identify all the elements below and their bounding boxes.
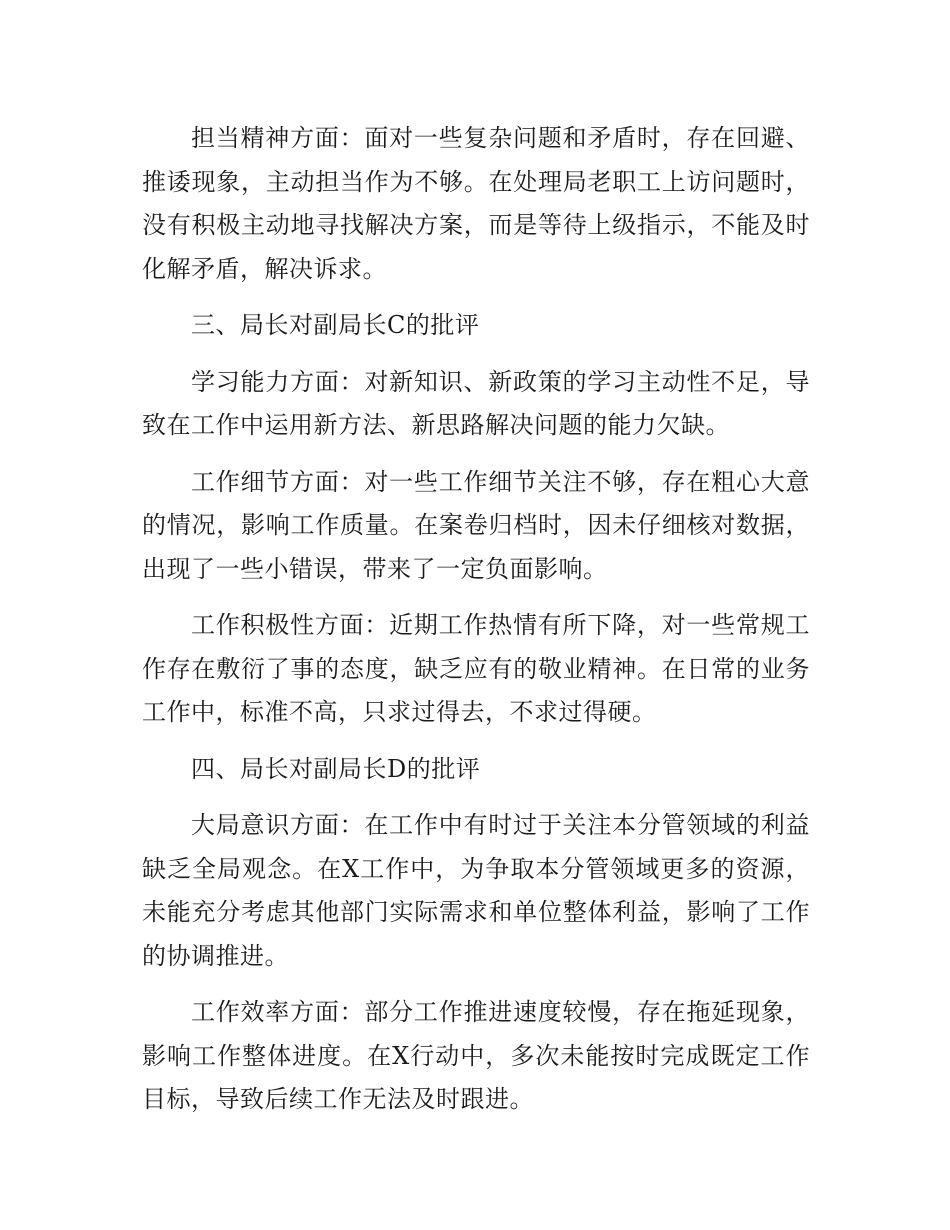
paragraph-work-enthusiasm: 工作积极性方面：近期工作热情有所下降，对一些常规工作存在敷衍了事的态度，缺乏应有的敬业精神。在日常的业务工作中，标准不高，只求过得去，不求过得硬。: [142, 611, 810, 726]
section-heading-4: 四、局长对副局长D的批评: [191, 754, 481, 783]
paragraph-learning-ability: 学习能力方面：对新知识、新政策的学习主动性不足，导致在工作中运用新方法、新思路解决问题的能力欠缺。: [142, 367, 810, 439]
paragraph-overall-awareness: 大局意识方面：在工作中有时过于关注本分管领域的利益缺乏全局观念。在X工作中，为争取本分管领域更多的资源，未能充分考虑其他部门实际需求和单位整体利益，影响了工作的协调推进。: [142, 811, 810, 970]
document-body: [142, 117, 810, 1135]
section-heading-3: 三、局长对副局长C的批评: [191, 311, 480, 339]
paragraph-work-details: 工作细节方面：对一些工作细节关注不够，存在粗心大意的情况，影响工作质量。在案卷归档时，因未仔细核对数据，出现了一些小错误，带来了一定负面影响。: [142, 467, 810, 583]
paragraph-work-efficiency: 工作效率方面：部分工作推进速度较慢，存在拖延现象，影响工作整体进度。在X行动中，多次未能按时完成既定工作目标，导致后续工作无法及时跟进。: [142, 998, 810, 1113]
paragraph-responsibility: 担当精神方面：面对一些复杂问题和矛盾时，存在回避、推诿现象，主动担当作为不够。在处理局老职工上访问题时，没有积极主动地寻找解决方案，而是等待上级指示，不能及时化解矛盾，解决诉求。: [142, 124, 810, 283]
